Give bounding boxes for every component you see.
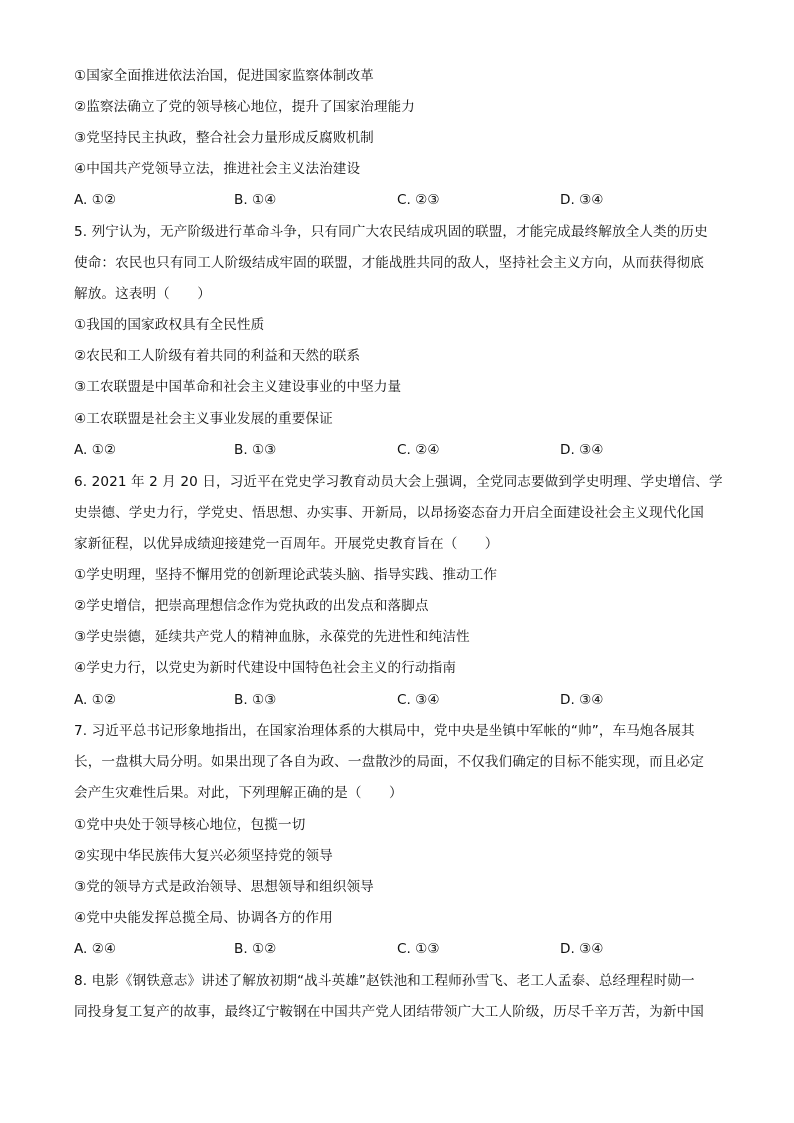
q7-stem-line-1: 7. 习近平总书记形象地指出，在国家治理体系的大棋局中，党中央是坐镇中军帐的“帅”，车马炮各展其 xyxy=(74,723,695,739)
q5-statement-2: ②农民和工人阶级有着共同的利益和天然的联系 xyxy=(74,348,361,364)
q4-options xyxy=(74,190,734,210)
q6-statement-3: ③学史崇德，延续共产党人的精神血脉，永葆党的先进性和纯洁性 xyxy=(74,629,470,645)
q6-statement-4: ④学史力行，以党史为新时代建设中国特色社会主义的行动指南 xyxy=(74,660,457,676)
q5-stem-line-2: 使命：农民也只有同工人阶级结成牢固的联盟，才能战胜共同的敌人，坚持社会主义方向，从而获得彻底 xyxy=(74,255,704,271)
q7-options xyxy=(74,939,734,959)
q7-stem-line-3: 会产生灾难性后果。对此，下列理解正确的是（ ） xyxy=(74,785,403,801)
q8-stem-line-1: 8. 电影《钢铁意志》讲述了解放初期“战斗英雄”赵铁池和工程师孙雪飞、老工人孟泰、总经理程时勋一 xyxy=(74,973,695,989)
q6-options xyxy=(74,690,734,710)
q8-stem-line-2: 同投身复工复产的故事，最终辽宁鞍钢在中国共产党人团结带领广大工人阶级，历尽千辛万苦，为新中国 xyxy=(74,1004,704,1020)
q4-statement-2: ②监察法确立了党的领导核心地位，提升了国家治理能力 xyxy=(74,99,415,115)
q6-stem-line-1: 6. 2021 年 2 月 20 日，习近平在党史学习教育动员大会上强调，全党同志要做到学史明理、学史增信、学 xyxy=(74,474,723,490)
q7-statement-3: ③党的领导方式是政治领导、思想领导和组织领导 xyxy=(74,879,374,895)
q4-option-d: D. ③④ xyxy=(560,192,604,208)
q5-option-b: B. ①③ xyxy=(234,442,277,458)
q4-statement-3: ③党坚持民主执政，整合社会力量形成反腐败机制 xyxy=(74,130,374,146)
q7-option-b: B. ①② xyxy=(234,941,277,957)
q6-stem-line-3: 家新征程，以优异成绩迎接建党一百周年。开展党史教育旨在（ ） xyxy=(74,536,499,552)
q7-statement-2: ②实现中华民族伟大复兴必须坚持党的领导 xyxy=(74,848,333,864)
q7-option-c: C. ①③ xyxy=(397,941,440,957)
q6-statement-1: ①学史明理，坚持不懈用党的创新理论武装头脑、指导实践、推动工作 xyxy=(74,567,498,583)
q4-option-b: B. ①④ xyxy=(234,192,277,208)
q5-option-a: A. ①② xyxy=(74,442,117,458)
q5-option-c: C. ②④ xyxy=(397,442,440,458)
q5-statement-1: ①我国的国家政权具有全民性质 xyxy=(74,317,265,333)
q4-statement-4: ④中国共产党领导立法，推进社会主义法治建设 xyxy=(74,161,361,177)
q6-option-c: C. ③④ xyxy=(397,692,440,708)
q7-option-a: A. ②④ xyxy=(74,941,117,957)
q7-stem-line-2: 长，一盘棋大局分明。如果出现了各自为政、一盘散沙的局面，不仅我们确定的目标不能实现，而且必定 xyxy=(74,754,704,770)
q6-statement-2: ②学史增信，把崇高理想信念作为党执政的出发点和落脚点 xyxy=(74,598,429,614)
q4-statement-1: ①国家全面推进依法治国，促进国家监察体制改革 xyxy=(74,68,374,84)
q5-options xyxy=(74,440,734,460)
q4-option-c: C. ②③ xyxy=(397,192,440,208)
q4-option-a: A. ①② xyxy=(74,192,117,208)
q5-statement-3: ③工农联盟是中国革命和社会主义建设事业的中坚力量 xyxy=(74,379,402,395)
q7-option-d: D. ③④ xyxy=(560,941,604,957)
q7-statement-1: ①党中央处于领导核心地位，包揽一切 xyxy=(74,817,306,833)
q6-option-d: D. ③④ xyxy=(560,692,604,708)
q6-stem-line-2: 史崇德、学史力行，学党史、悟思想、办实事、开新局，以昂扬姿态奋力开启全面建设社会主义现代化国 xyxy=(74,505,704,521)
q7-statement-4: ④党中央能发挥总揽全局、协调各方的作用 xyxy=(74,910,333,926)
q6-option-b: B. ①③ xyxy=(234,692,277,708)
q5-option-d: D. ③④ xyxy=(560,442,604,458)
q5-stem-line-3: 解放。这表明（ ） xyxy=(74,286,211,302)
q5-statement-4: ④工农联盟是社会主义事业发展的重要保证 xyxy=(74,411,333,427)
q5-stem-line-1: 5. 列宁认为，无产阶级进行革命斗争，只有同广大农民结成巩固的联盟，才能完成最终解放全人类的历史 xyxy=(74,224,708,240)
q6-option-a: A. ①② xyxy=(74,692,117,708)
